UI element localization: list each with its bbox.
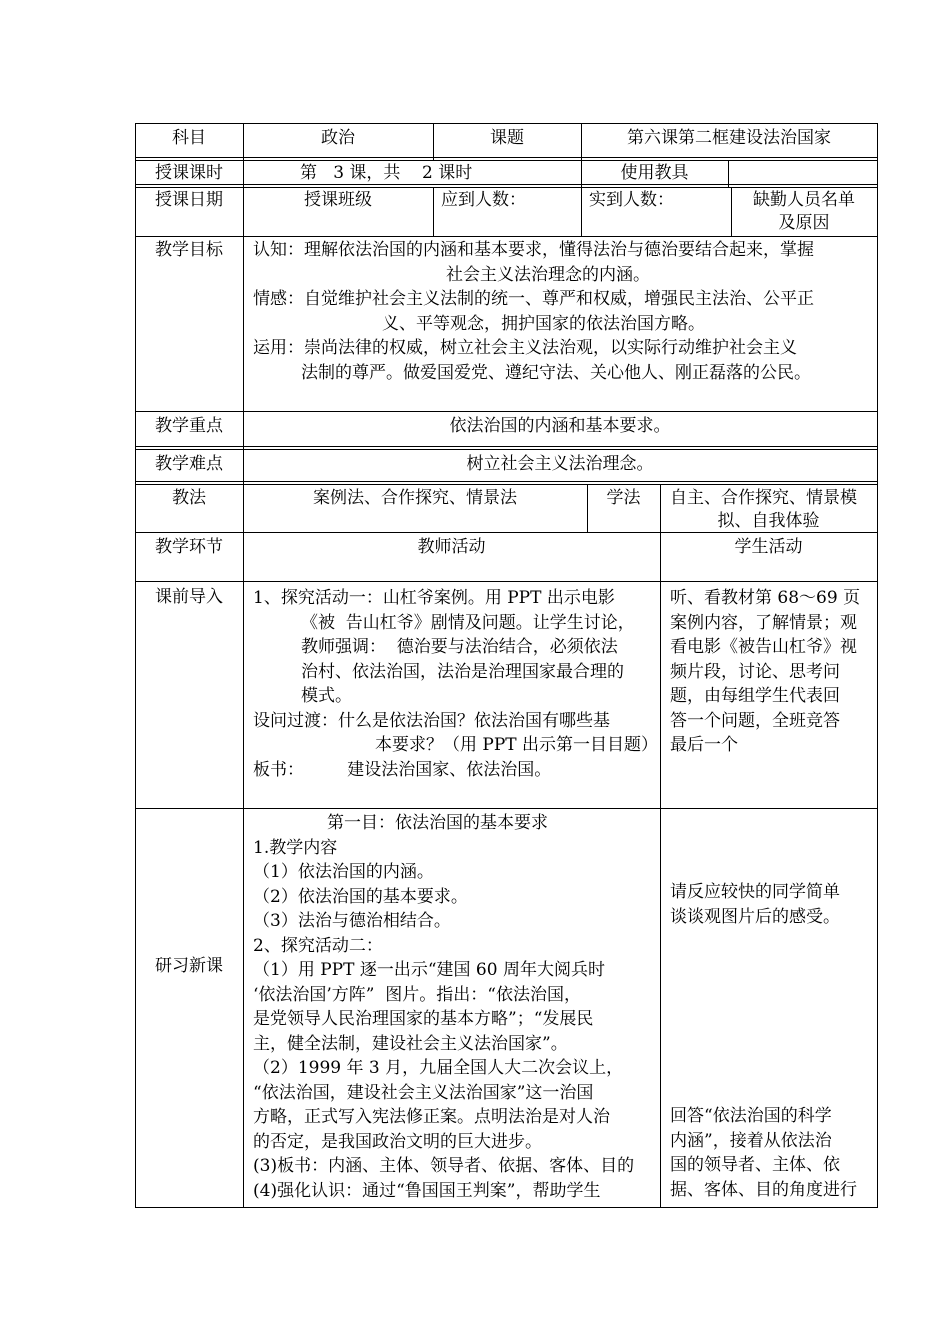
text-line: (3)板书：内涵、主体、领导者、依据、客体、目的 bbox=[253, 1156, 635, 1176]
text-line: 听、看教材第 68～69 页 bbox=[670, 588, 861, 608]
text-line: 模式。 bbox=[301, 686, 352, 706]
goal-line: 情感：自觉维护社会主义法制的统一、尊严和权威，增强民主法治、公平正 bbox=[253, 289, 814, 309]
text-line: “依法治国，建设社会主义法治国家”这一治国 bbox=[253, 1082, 594, 1103]
text-line: 教师强调： 德治要与法治结合，必须依法 bbox=[301, 637, 618, 657]
expected-count-label: 应到人数： bbox=[441, 190, 526, 210]
text-line: 题，由每组学生代表回 bbox=[670, 686, 840, 706]
text-line: （2）1999 年 3 月，九届全国人大二次会议上， bbox=[253, 1058, 624, 1078]
goals-label: 教学目标 bbox=[155, 240, 223, 260]
subject-value: 政治 bbox=[321, 128, 355, 148]
text-line: ‘依法治国’方阵” 图片。指出：“依法治国， bbox=[253, 984, 581, 1005]
text-line: 主，健全法制，建设社会主义法治国家”。 bbox=[253, 1033, 568, 1054]
new-lesson-teacher-text bbox=[253, 811, 658, 1203]
goal-line: 认知：理解依法治国的内涵和基本要求，懂得法治与德治要结合起来，掌握 bbox=[253, 240, 814, 260]
text-line: 第一目：依法治国的基本要求 bbox=[327, 813, 548, 833]
text-line: 1、探究活动一：山杠爷案例。用 PPT 出示电影 bbox=[253, 588, 615, 608]
goal-line: 社会主义法治理念的内涵。 bbox=[446, 264, 650, 285]
method-value: 案例法、合作探究、情景法 bbox=[313, 488, 517, 508]
text-line: 答一个问题，全班竞答 bbox=[670, 710, 840, 731]
text-line: 本要求？（用 PPT 出示第一目目题） bbox=[375, 735, 659, 755]
hours-label: 授课课时 bbox=[155, 163, 223, 183]
date-label: 授课日期 bbox=[155, 190, 223, 210]
difficulty-label: 教学难点 bbox=[155, 454, 223, 474]
subject-label: 科目 bbox=[172, 128, 206, 148]
text-line: 《被 告山杠爷》剧情及问题。让学生讨论， bbox=[301, 612, 635, 633]
text-line: 1.教学内容 bbox=[253, 837, 338, 858]
method-label: 教法 bbox=[172, 488, 206, 508]
goal-line: 义、平等观念，拥护国家的依法治国方略。 bbox=[382, 313, 705, 334]
text-line: 最后一个 bbox=[670, 735, 738, 755]
key-point-value: 依法治国的内涵和基本要求。 bbox=[449, 416, 671, 436]
text-line: 设问过渡：什么是依法治国？依法治国有哪些基 bbox=[253, 710, 610, 731]
study-method-line1: 自主、合作探究、情景模 bbox=[670, 488, 857, 508]
text-line: 请反应较快的同学简单 bbox=[670, 882, 840, 902]
hours-value: 第 3 课，共 2 课时 bbox=[300, 163, 473, 183]
goal-line: 运用：崇尚法律的权威，树立社会主义法治观，以实际行动维护社会主义 bbox=[253, 338, 797, 358]
text-line: （1）依法治国的内涵。 bbox=[253, 862, 434, 882]
text-line: 频片段，讨论、思考问 bbox=[670, 661, 840, 682]
text-line: 是党领导人民治理国家的基本方略”；“发展民 bbox=[253, 1009, 594, 1029]
text-line: 国的领导者、主体、依 bbox=[670, 1155, 840, 1175]
topic-label: 课题 bbox=[490, 128, 524, 148]
new-lesson-student-text-1 bbox=[670, 880, 875, 929]
key-point-label: 教学重点 bbox=[155, 416, 223, 436]
text-line: （1）用 PPT 逐一出示“建国 60 周年大阅兵时 bbox=[253, 960, 605, 980]
difficulty-value: 树立社会主义法治理念。 bbox=[466, 454, 654, 474]
text-line: 谈谈观图片后的感受。 bbox=[670, 906, 840, 927]
text-line: （2）依法治国的基本要求。 bbox=[253, 886, 468, 907]
stages-label: 教学环节 bbox=[155, 537, 223, 557]
intro-teacher-text bbox=[253, 586, 658, 782]
text-line: 据、客体、目的角度进行 bbox=[670, 1179, 857, 1200]
student-activity-header: 学生活动 bbox=[734, 537, 803, 557]
class-label: 授课班级 bbox=[304, 190, 372, 210]
text-line: 案例内容，了解情景；观 bbox=[670, 612, 857, 633]
topic-value: 第六课第二框建设法治国家 bbox=[627, 128, 831, 148]
new-lesson-student-text-2 bbox=[670, 1104, 875, 1202]
intro-label: 课前导入 bbox=[155, 587, 223, 607]
goal-line: 法制的尊严。做爱国爱党、遵纪守法、关心他人、刚正磊落的公民。 bbox=[301, 362, 811, 383]
intro-student-text bbox=[670, 586, 875, 758]
new-lesson-label: 研习新课 bbox=[155, 956, 223, 976]
teacher-activity-header: 教师活动 bbox=[417, 537, 486, 557]
text-line: 的否定，是我国政治文明的巨大进步。 bbox=[253, 1131, 542, 1152]
text-line: （3）法治与德治相结合。 bbox=[253, 911, 451, 931]
tools-label: 使用教具 bbox=[620, 163, 689, 183]
absent-label-line2: 及原因 bbox=[778, 213, 830, 233]
text-line: 回答“依法治国的科学 bbox=[670, 1106, 832, 1126]
text-line: (4)强化认识：通过“鲁国国王判案”，帮助学生 bbox=[253, 1180, 601, 1201]
text-line: 方略，正式写入宪法修正案。点明法治是对人治 bbox=[253, 1107, 610, 1127]
text-line: 内涵”，接着从依法治 bbox=[670, 1130, 832, 1151]
study-method-label: 学法 bbox=[606, 488, 641, 508]
study-method-line2: 拟、自我体验 bbox=[717, 511, 820, 531]
text-line: 2、探究活动二： bbox=[253, 935, 383, 956]
text-line: 板书： 建设法治国家、依法治国。 bbox=[253, 759, 552, 780]
goals-text bbox=[253, 238, 873, 385]
text-line: 治村、依法治国，法治是治理国家最合理的 bbox=[301, 661, 624, 682]
absent-label-line1: 缺勤人员名单 bbox=[753, 190, 855, 210]
text-line: 看电影《被告山杠爷》视 bbox=[670, 637, 857, 657]
actual-count-label: 实到人数： bbox=[589, 190, 674, 210]
